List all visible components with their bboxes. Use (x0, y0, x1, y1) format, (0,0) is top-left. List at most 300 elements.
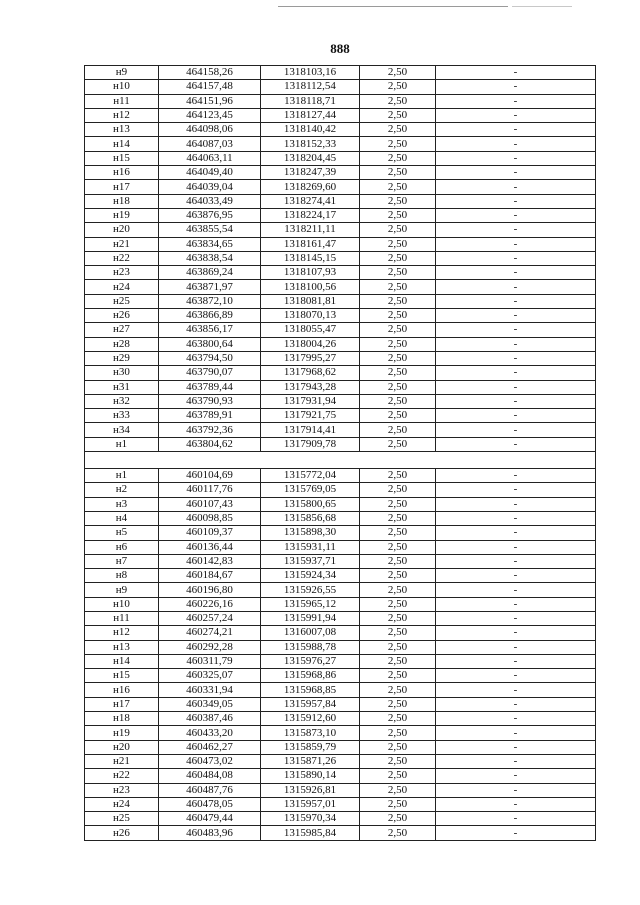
point-id-cell: н13 (85, 123, 159, 137)
note-cell: - (436, 294, 596, 308)
y-coordinate-cell: 1318269,60 (261, 180, 360, 194)
note-cell: - (436, 309, 596, 323)
note-cell: - (436, 151, 596, 165)
x-coordinate-cell: 460142,83 (159, 554, 261, 568)
accuracy-cell: 2,50 (360, 323, 436, 337)
table-row (85, 437, 596, 451)
table-row (85, 151, 596, 165)
accuracy-cell: 2,50 (360, 783, 436, 797)
x-coordinate-cell: 463789,44 (159, 380, 261, 394)
note-cell: - (436, 223, 596, 237)
y-coordinate-cell: 1315937,71 (261, 554, 360, 568)
accuracy-cell: 2,50 (360, 726, 436, 740)
x-coordinate-cell: 463871,97 (159, 280, 261, 294)
accuracy-cell: 2,50 (360, 583, 436, 597)
note-cell: - (436, 394, 596, 408)
y-coordinate-cell: 1315859,79 (261, 740, 360, 754)
accuracy-cell: 2,50 (360, 208, 436, 222)
point-id-cell: н18 (85, 194, 159, 208)
accuracy-cell: 2,50 (360, 654, 436, 668)
point-id-cell: н27 (85, 323, 159, 337)
table-row (85, 394, 596, 408)
y-coordinate-cell: 1318161,47 (261, 237, 360, 251)
point-id-cell: н14 (85, 654, 159, 668)
point-id-cell: н11 (85, 611, 159, 625)
x-coordinate-cell: 464151,96 (159, 94, 261, 108)
note-cell: - (436, 194, 596, 208)
y-coordinate-cell: 1318055,47 (261, 323, 360, 337)
y-coordinate-cell: 1315976,27 (261, 654, 360, 668)
accuracy-cell: 2,50 (360, 80, 436, 94)
table-row (85, 554, 596, 568)
accuracy-cell: 2,50 (360, 797, 436, 811)
note-cell: - (436, 597, 596, 611)
y-coordinate-cell: 1318247,39 (261, 166, 360, 180)
accuracy-cell: 2,50 (360, 66, 436, 80)
point-id-cell: н11 (85, 94, 159, 108)
note-cell: - (436, 769, 596, 783)
x-coordinate-cell: 463834,65 (159, 237, 261, 251)
y-coordinate-cell: 1318103,16 (261, 66, 360, 80)
table-row (85, 797, 596, 811)
scan-top-edge-line (278, 6, 508, 7)
y-coordinate-cell: 1315968,85 (261, 683, 360, 697)
accuracy-cell: 2,50 (360, 137, 436, 151)
accuracy-cell: 2,50 (360, 309, 436, 323)
y-coordinate-cell: 1315926,55 (261, 583, 360, 597)
note-cell: - (436, 409, 596, 423)
x-coordinate-cell: 464098,06 (159, 123, 261, 137)
table-row (85, 323, 596, 337)
table-row (85, 123, 596, 137)
point-id-cell: н26 (85, 826, 159, 840)
note-cell: - (436, 423, 596, 437)
x-coordinate-cell: 460478,05 (159, 797, 261, 811)
x-coordinate-cell: 460387,46 (159, 712, 261, 726)
x-coordinate-cell: 463804,62 (159, 437, 261, 451)
note-cell: - (436, 683, 596, 697)
point-id-cell: н2 (85, 483, 159, 497)
note-cell: - (436, 783, 596, 797)
point-id-cell: н9 (85, 583, 159, 597)
y-coordinate-cell: 1315968,86 (261, 669, 360, 683)
x-coordinate-cell: 460098,85 (159, 511, 261, 525)
point-id-cell: н24 (85, 797, 159, 811)
x-coordinate-cell: 460325,07 (159, 669, 261, 683)
point-id-cell: н33 (85, 409, 159, 423)
x-coordinate-cell: 463794,50 (159, 351, 261, 365)
note-cell: - (436, 323, 596, 337)
x-coordinate-cell: 463790,07 (159, 366, 261, 380)
note-cell: - (436, 812, 596, 826)
x-coordinate-cell: 464123,45 (159, 108, 261, 122)
accuracy-cell: 2,50 (360, 437, 436, 451)
note-cell: - (436, 611, 596, 625)
y-coordinate-cell: 1315898,30 (261, 526, 360, 540)
x-coordinate-cell: 460184,67 (159, 569, 261, 583)
point-id-cell: н16 (85, 683, 159, 697)
y-coordinate-cell: 1318152,33 (261, 137, 360, 151)
table-row (85, 337, 596, 351)
y-coordinate-cell: 1315988,78 (261, 640, 360, 654)
note-cell: - (436, 654, 596, 668)
note-cell: - (436, 237, 596, 251)
accuracy-cell: 2,50 (360, 626, 436, 640)
x-coordinate-cell: 460226,16 (159, 597, 261, 611)
accuracy-cell: 2,50 (360, 640, 436, 654)
note-cell: - (436, 697, 596, 711)
table-row (85, 583, 596, 597)
accuracy-cell: 2,50 (360, 597, 436, 611)
y-coordinate-cell: 1315890,14 (261, 769, 360, 783)
x-coordinate-cell: 464063,11 (159, 151, 261, 165)
accuracy-cell: 2,50 (360, 151, 436, 165)
note-cell: - (436, 569, 596, 583)
point-id-cell: н12 (85, 626, 159, 640)
point-id-cell: н20 (85, 740, 159, 754)
y-coordinate-cell: 1318112,54 (261, 80, 360, 94)
y-coordinate-cell: 1315873,10 (261, 726, 360, 740)
point-id-cell: н14 (85, 137, 159, 151)
x-coordinate-cell: 463790,93 (159, 394, 261, 408)
y-coordinate-cell: 1318107,93 (261, 266, 360, 280)
table-row (85, 351, 596, 365)
y-coordinate-cell: 1318127,44 (261, 108, 360, 122)
note-cell: - (436, 712, 596, 726)
y-coordinate-cell: 1317931,94 (261, 394, 360, 408)
x-coordinate-cell: 460292,28 (159, 640, 261, 654)
point-id-cell: н13 (85, 640, 159, 654)
x-coordinate-cell: 460462,27 (159, 740, 261, 754)
y-coordinate-cell: 1318140,42 (261, 123, 360, 137)
table-row (85, 826, 596, 840)
point-id-cell: н4 (85, 511, 159, 525)
note-cell: - (436, 80, 596, 94)
point-id-cell: н5 (85, 526, 159, 540)
x-coordinate-cell: 460311,79 (159, 654, 261, 668)
y-coordinate-cell: 1315800,65 (261, 497, 360, 511)
point-id-cell: н25 (85, 812, 159, 826)
point-id-cell: н10 (85, 80, 159, 94)
accuracy-cell: 2,50 (360, 166, 436, 180)
point-id-cell: н32 (85, 394, 159, 408)
y-coordinate-cell: 1315957,01 (261, 797, 360, 811)
y-coordinate-cell: 1317995,27 (261, 351, 360, 365)
x-coordinate-cell: 460107,43 (159, 497, 261, 511)
table-row (85, 108, 596, 122)
accuracy-cell: 2,50 (360, 611, 436, 625)
note-cell: - (436, 266, 596, 280)
table-row (85, 166, 596, 180)
note-cell: - (436, 137, 596, 151)
accuracy-cell: 2,50 (360, 469, 436, 483)
note-cell: - (436, 208, 596, 222)
note-cell: - (436, 483, 596, 497)
note-cell: - (436, 123, 596, 137)
y-coordinate-cell: 1318070,13 (261, 309, 360, 323)
y-coordinate-cell: 1315970,34 (261, 812, 360, 826)
note-cell: - (436, 94, 596, 108)
x-coordinate-cell: 460274,21 (159, 626, 261, 640)
x-coordinate-cell: 463856,17 (159, 323, 261, 337)
table-row (85, 683, 596, 697)
y-coordinate-cell: 1318204,45 (261, 151, 360, 165)
table-row (85, 66, 596, 80)
x-coordinate-cell: 463800,64 (159, 337, 261, 351)
x-coordinate-cell: 464033,49 (159, 194, 261, 208)
table-row (85, 294, 596, 308)
y-coordinate-cell: 1315965,12 (261, 597, 360, 611)
table-row (85, 94, 596, 108)
note-cell: - (436, 797, 596, 811)
table-row (85, 366, 596, 380)
table-row (85, 740, 596, 754)
x-coordinate-cell: 464049,40 (159, 166, 261, 180)
accuracy-cell: 2,50 (360, 394, 436, 408)
point-id-cell: н15 (85, 151, 159, 165)
y-coordinate-cell: 1315931,11 (261, 540, 360, 554)
point-id-cell: н8 (85, 569, 159, 583)
point-id-cell: н18 (85, 712, 159, 726)
note-cell: - (436, 754, 596, 768)
table-row (85, 626, 596, 640)
table-row (85, 754, 596, 768)
y-coordinate-cell: 1316007,08 (261, 626, 360, 640)
point-id-cell: н6 (85, 540, 159, 554)
coordinates-table (84, 65, 596, 841)
y-coordinate-cell: 1315924,34 (261, 569, 360, 583)
point-id-cell: н1 (85, 437, 159, 451)
note-cell: - (436, 380, 596, 394)
y-coordinate-cell: 1317968,62 (261, 366, 360, 380)
table-row (85, 137, 596, 151)
point-id-cell: н16 (85, 166, 159, 180)
point-id-cell: н21 (85, 237, 159, 251)
y-coordinate-cell: 1318274,41 (261, 194, 360, 208)
table-row (85, 423, 596, 437)
accuracy-cell: 2,50 (360, 526, 436, 540)
x-coordinate-cell: 460257,24 (159, 611, 261, 625)
y-coordinate-cell: 1317914,41 (261, 423, 360, 437)
table-row (85, 726, 596, 740)
y-coordinate-cell: 1317921,75 (261, 409, 360, 423)
point-id-cell: н7 (85, 554, 159, 568)
table-row (85, 540, 596, 554)
accuracy-cell: 2,50 (360, 826, 436, 840)
x-coordinate-cell: 463792,36 (159, 423, 261, 437)
accuracy-cell: 2,50 (360, 351, 436, 365)
point-id-cell: н30 (85, 366, 159, 380)
accuracy-cell: 2,50 (360, 683, 436, 697)
note-cell: - (436, 437, 596, 451)
note-cell: - (436, 726, 596, 740)
accuracy-cell: 2,50 (360, 251, 436, 265)
x-coordinate-cell: 460479,44 (159, 812, 261, 826)
accuracy-cell: 2,50 (360, 511, 436, 525)
note-cell: - (436, 669, 596, 683)
y-coordinate-cell: 1318100,56 (261, 280, 360, 294)
y-coordinate-cell: 1315769,05 (261, 483, 360, 497)
x-coordinate-cell: 464039,04 (159, 180, 261, 194)
note-cell: - (436, 166, 596, 180)
accuracy-cell: 2,50 (360, 423, 436, 437)
x-coordinate-cell: 463789,91 (159, 409, 261, 423)
table-row (85, 640, 596, 654)
point-id-cell: н26 (85, 309, 159, 323)
x-coordinate-cell: 463866,89 (159, 309, 261, 323)
point-id-cell: н22 (85, 251, 159, 265)
x-coordinate-cell: 460484,08 (159, 769, 261, 783)
note-cell: - (436, 497, 596, 511)
accuracy-cell: 2,50 (360, 223, 436, 237)
point-id-cell: н3 (85, 497, 159, 511)
table-row (85, 654, 596, 668)
accuracy-cell: 2,50 (360, 669, 436, 683)
y-coordinate-cell: 1315985,84 (261, 826, 360, 840)
table-row (85, 309, 596, 323)
x-coordinate-cell: 460331,94 (159, 683, 261, 697)
note-cell: - (436, 469, 596, 483)
accuracy-cell: 2,50 (360, 294, 436, 308)
table-row (85, 812, 596, 826)
note-cell: - (436, 180, 596, 194)
accuracy-cell: 2,50 (360, 712, 436, 726)
table-row (85, 483, 596, 497)
y-coordinate-cell: 1318004,26 (261, 337, 360, 351)
table-row (85, 194, 596, 208)
point-id-cell: н34 (85, 423, 159, 437)
y-coordinate-cell: 1315772,04 (261, 469, 360, 483)
point-id-cell: н25 (85, 294, 159, 308)
accuracy-cell: 2,50 (360, 769, 436, 783)
table-row (85, 611, 596, 625)
accuracy-cell: 2,50 (360, 483, 436, 497)
x-coordinate-cell: 460487,76 (159, 783, 261, 797)
point-id-cell: н23 (85, 783, 159, 797)
y-coordinate-cell: 1318145,15 (261, 251, 360, 265)
table-row (85, 251, 596, 265)
accuracy-cell: 2,50 (360, 812, 436, 826)
accuracy-cell: 2,50 (360, 497, 436, 511)
table-row (85, 712, 596, 726)
point-id-cell: н15 (85, 669, 159, 683)
table-row (85, 80, 596, 94)
note-cell: - (436, 66, 596, 80)
x-coordinate-cell: 463855,54 (159, 223, 261, 237)
accuracy-cell: 2,50 (360, 380, 436, 394)
table-row (85, 409, 596, 423)
group-separator-row (85, 452, 596, 469)
y-coordinate-cell: 1315871,26 (261, 754, 360, 768)
point-id-cell: н10 (85, 597, 159, 611)
x-coordinate-cell: 460196,80 (159, 583, 261, 597)
x-coordinate-cell: 460433,20 (159, 726, 261, 740)
note-cell: - (436, 337, 596, 351)
accuracy-cell: 2,50 (360, 409, 436, 423)
point-id-cell: н23 (85, 266, 159, 280)
y-coordinate-cell: 1318224,17 (261, 208, 360, 222)
point-id-cell: н24 (85, 280, 159, 294)
accuracy-cell: 2,50 (360, 194, 436, 208)
note-cell: - (436, 251, 596, 265)
table-row (85, 266, 596, 280)
point-id-cell: н9 (85, 66, 159, 80)
accuracy-cell: 2,50 (360, 123, 436, 137)
table-row (85, 237, 596, 251)
note-cell: - (436, 351, 596, 365)
point-id-cell: н17 (85, 180, 159, 194)
table-row (85, 569, 596, 583)
point-id-cell: н22 (85, 769, 159, 783)
point-id-cell: н31 (85, 380, 159, 394)
accuracy-cell: 2,50 (360, 697, 436, 711)
coordinates-table-body (85, 66, 596, 841)
accuracy-cell: 2,50 (360, 266, 436, 280)
accuracy-cell: 2,50 (360, 280, 436, 294)
note-cell: - (436, 826, 596, 840)
note-cell: - (436, 554, 596, 568)
note-cell: - (436, 511, 596, 525)
note-cell: - (436, 583, 596, 597)
y-coordinate-cell: 1318118,71 (261, 94, 360, 108)
accuracy-cell: 2,50 (360, 237, 436, 251)
y-coordinate-cell: 1315957,84 (261, 697, 360, 711)
point-id-cell: н21 (85, 754, 159, 768)
accuracy-cell: 2,50 (360, 754, 436, 768)
x-coordinate-cell: 460117,76 (159, 483, 261, 497)
note-cell: - (436, 108, 596, 122)
table-row (85, 526, 596, 540)
point-id-cell: н28 (85, 337, 159, 351)
x-coordinate-cell: 460349,05 (159, 697, 261, 711)
x-coordinate-cell: 463838,54 (159, 251, 261, 265)
note-cell: - (436, 740, 596, 754)
note-cell: - (436, 526, 596, 540)
page-number: 888 (330, 41, 350, 56)
accuracy-cell: 2,50 (360, 740, 436, 754)
table-row (85, 783, 596, 797)
x-coordinate-cell: 460109,37 (159, 526, 261, 540)
x-coordinate-cell: 464157,48 (159, 80, 261, 94)
table-row (85, 223, 596, 237)
x-coordinate-cell: 464087,03 (159, 137, 261, 151)
x-coordinate-cell: 463872,10 (159, 294, 261, 308)
y-coordinate-cell: 1317943,28 (261, 380, 360, 394)
table-row (85, 697, 596, 711)
point-id-cell: н19 (85, 726, 159, 740)
x-coordinate-cell: 460104,69 (159, 469, 261, 483)
x-coordinate-cell: 460473,02 (159, 754, 261, 768)
group-separator-cell (85, 452, 596, 469)
x-coordinate-cell: 460136,44 (159, 540, 261, 554)
x-coordinate-cell: 463869,24 (159, 266, 261, 280)
accuracy-cell: 2,50 (360, 366, 436, 380)
x-coordinate-cell: 463876,95 (159, 208, 261, 222)
y-coordinate-cell: 1315856,68 (261, 511, 360, 525)
point-id-cell: н1 (85, 469, 159, 483)
y-coordinate-cell: 1315912,60 (261, 712, 360, 726)
point-id-cell: н20 (85, 223, 159, 237)
note-cell: - (436, 626, 596, 640)
x-coordinate-cell: 460483,96 (159, 826, 261, 840)
point-id-cell: н19 (85, 208, 159, 222)
accuracy-cell: 2,50 (360, 108, 436, 122)
table-row (85, 280, 596, 294)
point-id-cell: н29 (85, 351, 159, 365)
table-row (85, 497, 596, 511)
table-row (85, 597, 596, 611)
table-row (85, 511, 596, 525)
